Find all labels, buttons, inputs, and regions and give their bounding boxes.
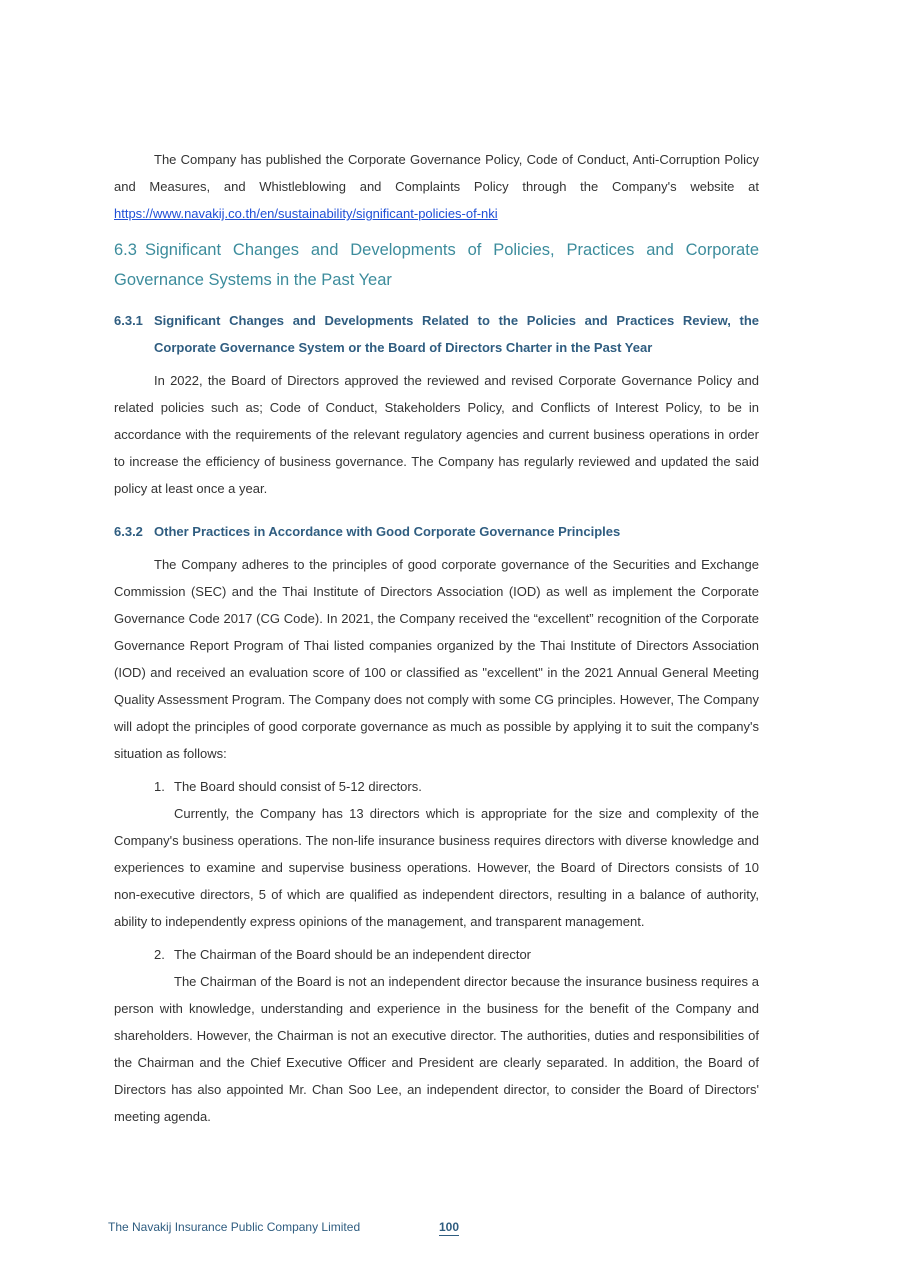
list-item-heading: The Board should consist of 5-12 directors. [174,779,422,794]
footer-company-name: The Navakij Insurance Public Company Limited [108,1220,361,1234]
subsection-title: Other Practices in Accordance with Good Corporate Governance Principles [154,524,621,539]
section-number: 6.3 [114,241,137,259]
subsection-heading-6-3-2 [114,518,759,545]
list-item [114,941,759,968]
list-item-text: The Chairman of the Board is not an independent director because the insurance business requires a person with knowledge, understanding and experience in the business for the benefit of the Company and shareholders. However, the Chairman is not an executive director. The authorities, duties and responsibilities of the Chairman and the Chief Executive Officer and President are clearly separated. In addition, the Board of Directors has also appointed Mr. Chan Soo Lee, an independent director, to consider the Board of Directors' meeting agenda. [114,974,759,1124]
page-number: 100 [439,1220,460,1234]
paragraph-6-3-1: In 2022, the Board of Directors approved the reviewed and revised Corporate Governance Policy and related policies such as; Code of Conduct, Stakeholders Policy, and Conflicts of Interest Policy, to be in accordance with the requirements of the relevant regulatory agencies and current business operations in order to increase the efficiency of business governance. The Company has regularly reviewed and updated the said policy at least once a year. [114,373,759,496]
list-item-number: 1. [154,779,165,794]
subsection-number: 6.3.2 [114,524,143,539]
subsection-heading-6-3-1 [114,307,759,361]
document-body [114,146,759,1130]
section-title: Significant Changes and Developments of Policies, Practices and Corporate Governance Systems in the Past Year [114,241,759,289]
subsection-number: 6.3.1 [114,313,143,328]
subsection-title: Significant Changes and Developments Related to the Policies and Practices Review, the Corporate Governance System or the Board of Directors Charter in the Past Year [154,313,759,355]
section-heading-6-3 [114,235,759,295]
paragraph-6-3-2: The Company adheres to the principles of good corporate governance of the Securities and Exchange Commission (SEC) and the Thai Institute of Directors Association (IOD) as well as implement the Corporate Governance Code 2017 (CG Code). In 2021, the Company received the “excellent” recognition of the Corporate Governance Report Program of Thai listed companies organized by the Thai Institute of Directors Association (IOD) and received an evaluation score of 100 or classified as "excellent" in the 2021 Annual General Meeting Quality Assessment Program. The Company does not comply with some CG principles. However, The Company will adopt the principles of good corporate governance as much as possible by applying it to suit the company's situation as follows: [114,557,759,761]
list-item-text: Currently, the Company has 13 directors which is appropriate for the size and complexity of the Company's business operations. The non-life insurance business requires directors with diverse knowledge and experiences to examine and supervise business operations. However, the Board of Directors consists of 10 non-executive directors, 5 of which are qualified as independent directors, resulting in a balance of authority, ability to independently express opinions of the management, and transparent management. [114,806,759,929]
intro-text: The Company has published the Corporate Governance Policy, Code of Conduct, Anti-Corruption Policy and Measures, and Whistleblowing and Complaints Policy through the Company's website at [114,152,759,194]
policies-link[interactable]: https://www.navakij.co.th/en/sustainability/significant-policies-of-nki [114,206,498,221]
list-item-heading: The Chairman of the Board should be an independent director [174,947,532,962]
list-item-number: 2. [154,947,165,962]
intro-paragraph [114,146,759,227]
list-item [114,773,759,800]
